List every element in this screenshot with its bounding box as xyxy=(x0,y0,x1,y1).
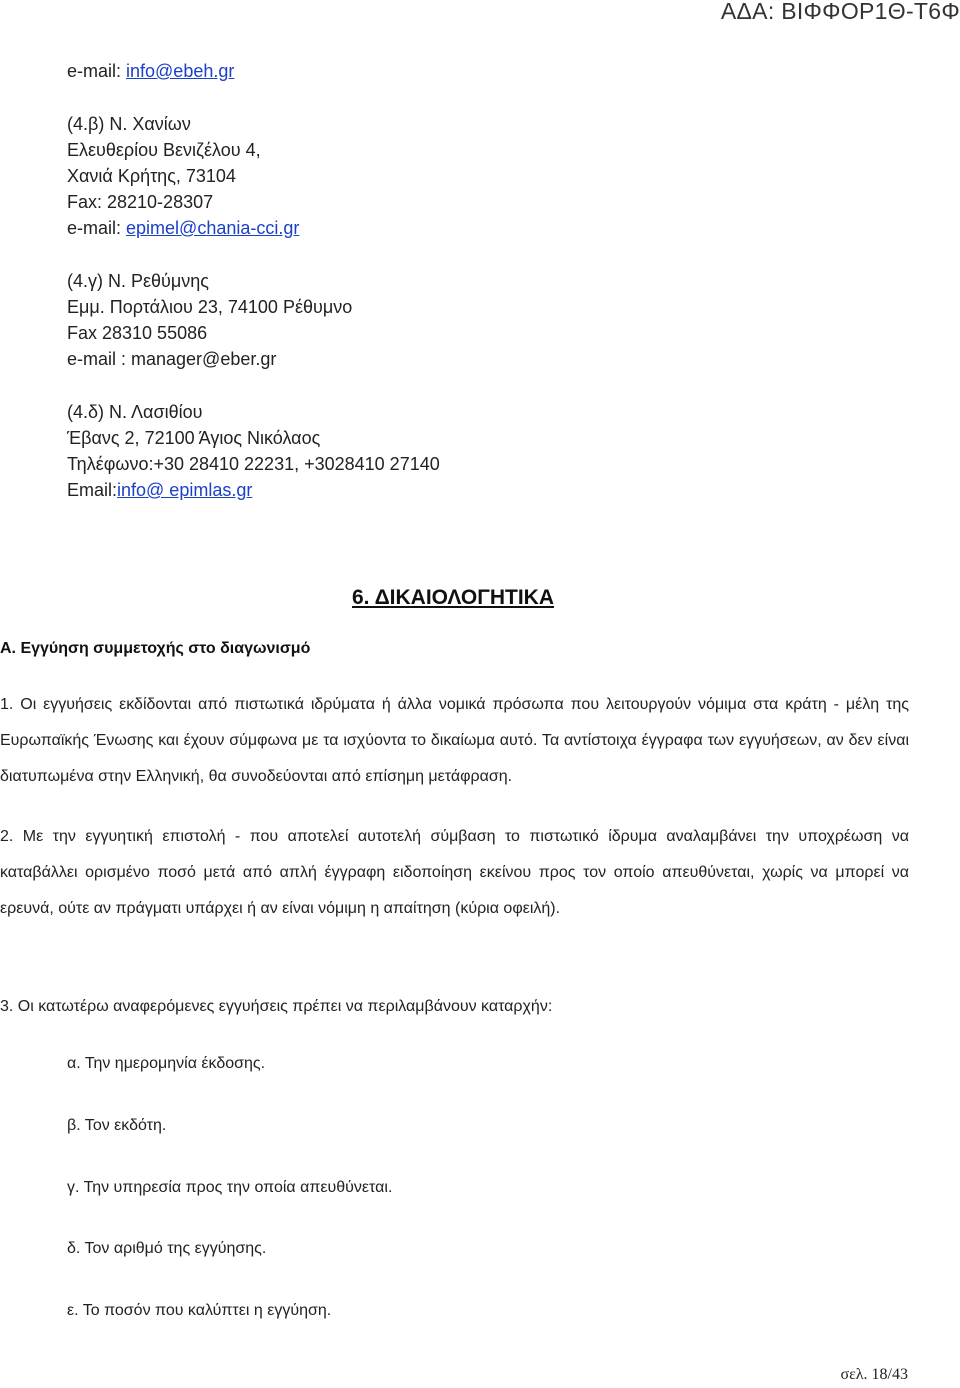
list-item: ε. Το ποσόν που καλύπτει η εγγύηση. xyxy=(67,1302,332,1319)
email-link[interactable]: epimel@chania-cci.gr xyxy=(126,218,300,238)
email-line: e-mail : manager@eber.gr xyxy=(67,349,277,369)
city-line: Χανιά Κρήτης, 73104 xyxy=(67,166,236,186)
email-line xyxy=(67,58,234,84)
paragraph-3: 3. Οι κατωτέρω αναφερόμενες εγγυήσεις πρέπει να περιλαμβάνουν καταρχήν: xyxy=(0,998,553,1015)
list-item: α. Την ημερομηνία έκδοσης. xyxy=(67,1055,266,1072)
fax-line: Fax: 28210-28307 xyxy=(67,192,214,212)
subsection-heading: Α. Εγγύηση συμμετοχής στο διαγωνισμό xyxy=(0,640,311,657)
list-item: β. Τον εκδότη. xyxy=(67,1117,167,1134)
email-link[interactable]: info@ epimlas.gr xyxy=(117,480,253,500)
address-block-lasithi xyxy=(67,399,440,503)
block-heading: (4.β) Ν. Χανίων xyxy=(67,114,191,134)
email-label: e-mail: xyxy=(67,61,127,81)
street-line: Έβανς 2, 72100 Άγιος Νικόλαος xyxy=(67,428,321,448)
page-number: σελ. 18/43 xyxy=(840,1366,908,1383)
section-title: 6. ΔΙΚΑΙΟΛΟΓΗΤΙΚΑ xyxy=(352,586,554,609)
list-item: δ. Τον αριθμό της εγγύησης. xyxy=(67,1240,267,1257)
ada-code: ΑΔΑ: ΒΙΦΦΟΡ1Θ-Τ6Φ xyxy=(720,0,960,24)
street-line: Ελευθερίου Βενιζέλου 4, xyxy=(67,140,261,160)
street-line: Εμμ. Πορτάλιου 23, 74100 Ρέθυμνο xyxy=(67,297,353,317)
address-block-rethymno xyxy=(67,268,352,372)
block-heading: (4.δ) Ν. Λασιθίου xyxy=(67,402,203,422)
email-link[interactable]: info@ebeh.gr xyxy=(126,61,235,81)
paragraph-2: 2. Με την εγγυητική επιστολή - που αποτελεί αυτοτελή σύμβαση το πιστωτικό ίδρυμα αναλαμβάνει την υποχρέωση να καταβάλλει ορισμένο ποσό μετά από απλή έγγραφη ειδοποίηση εκείνου προς τον οποίο απευθύνεται, χωρίς να μπορεί να ερευνά, ούτε αν πράγματι υπάρχει ή αν είναι νόμιμη η απαίτηση (κύρια οφειλή). xyxy=(0,828,909,917)
address-block-top xyxy=(67,58,234,84)
email-label: e-mail: xyxy=(67,218,127,238)
block-heading: (4.γ) Ν. Ρεθύμνης xyxy=(67,271,209,291)
address-block-chania xyxy=(67,111,299,241)
list-item: γ. Την υπηρεσία προς την οποία απευθύνεται. xyxy=(67,1179,393,1196)
email-label: Email: xyxy=(67,480,118,500)
email-line xyxy=(67,215,299,241)
phone-line: Τηλέφωνο:+30 28410 22231, +3028410 27140 xyxy=(67,454,440,474)
paragraph-1: 1. Οι εγγυήσεις εκδίδονται από πιστωτικά ιδρύματα ή άλλα νομικά πρόσωπα που λειτουργούν νόμιμα στα κράτη - μέλη της Ευρωπαϊκής Ένωσης και έχουν σύμφωνα με τα ισχύοντα το δικαίωμα αυτό. Τα αντίστοιχα έγγραφα των εγγυήσεων, αν δεν είναι διατυπωμένα στην Ελληνική, θα συνοδεύονται από επίσημη μετάφραση. xyxy=(0,696,909,785)
fax-line: Fax 28310 55086 xyxy=(67,323,208,343)
email-line xyxy=(67,477,440,503)
